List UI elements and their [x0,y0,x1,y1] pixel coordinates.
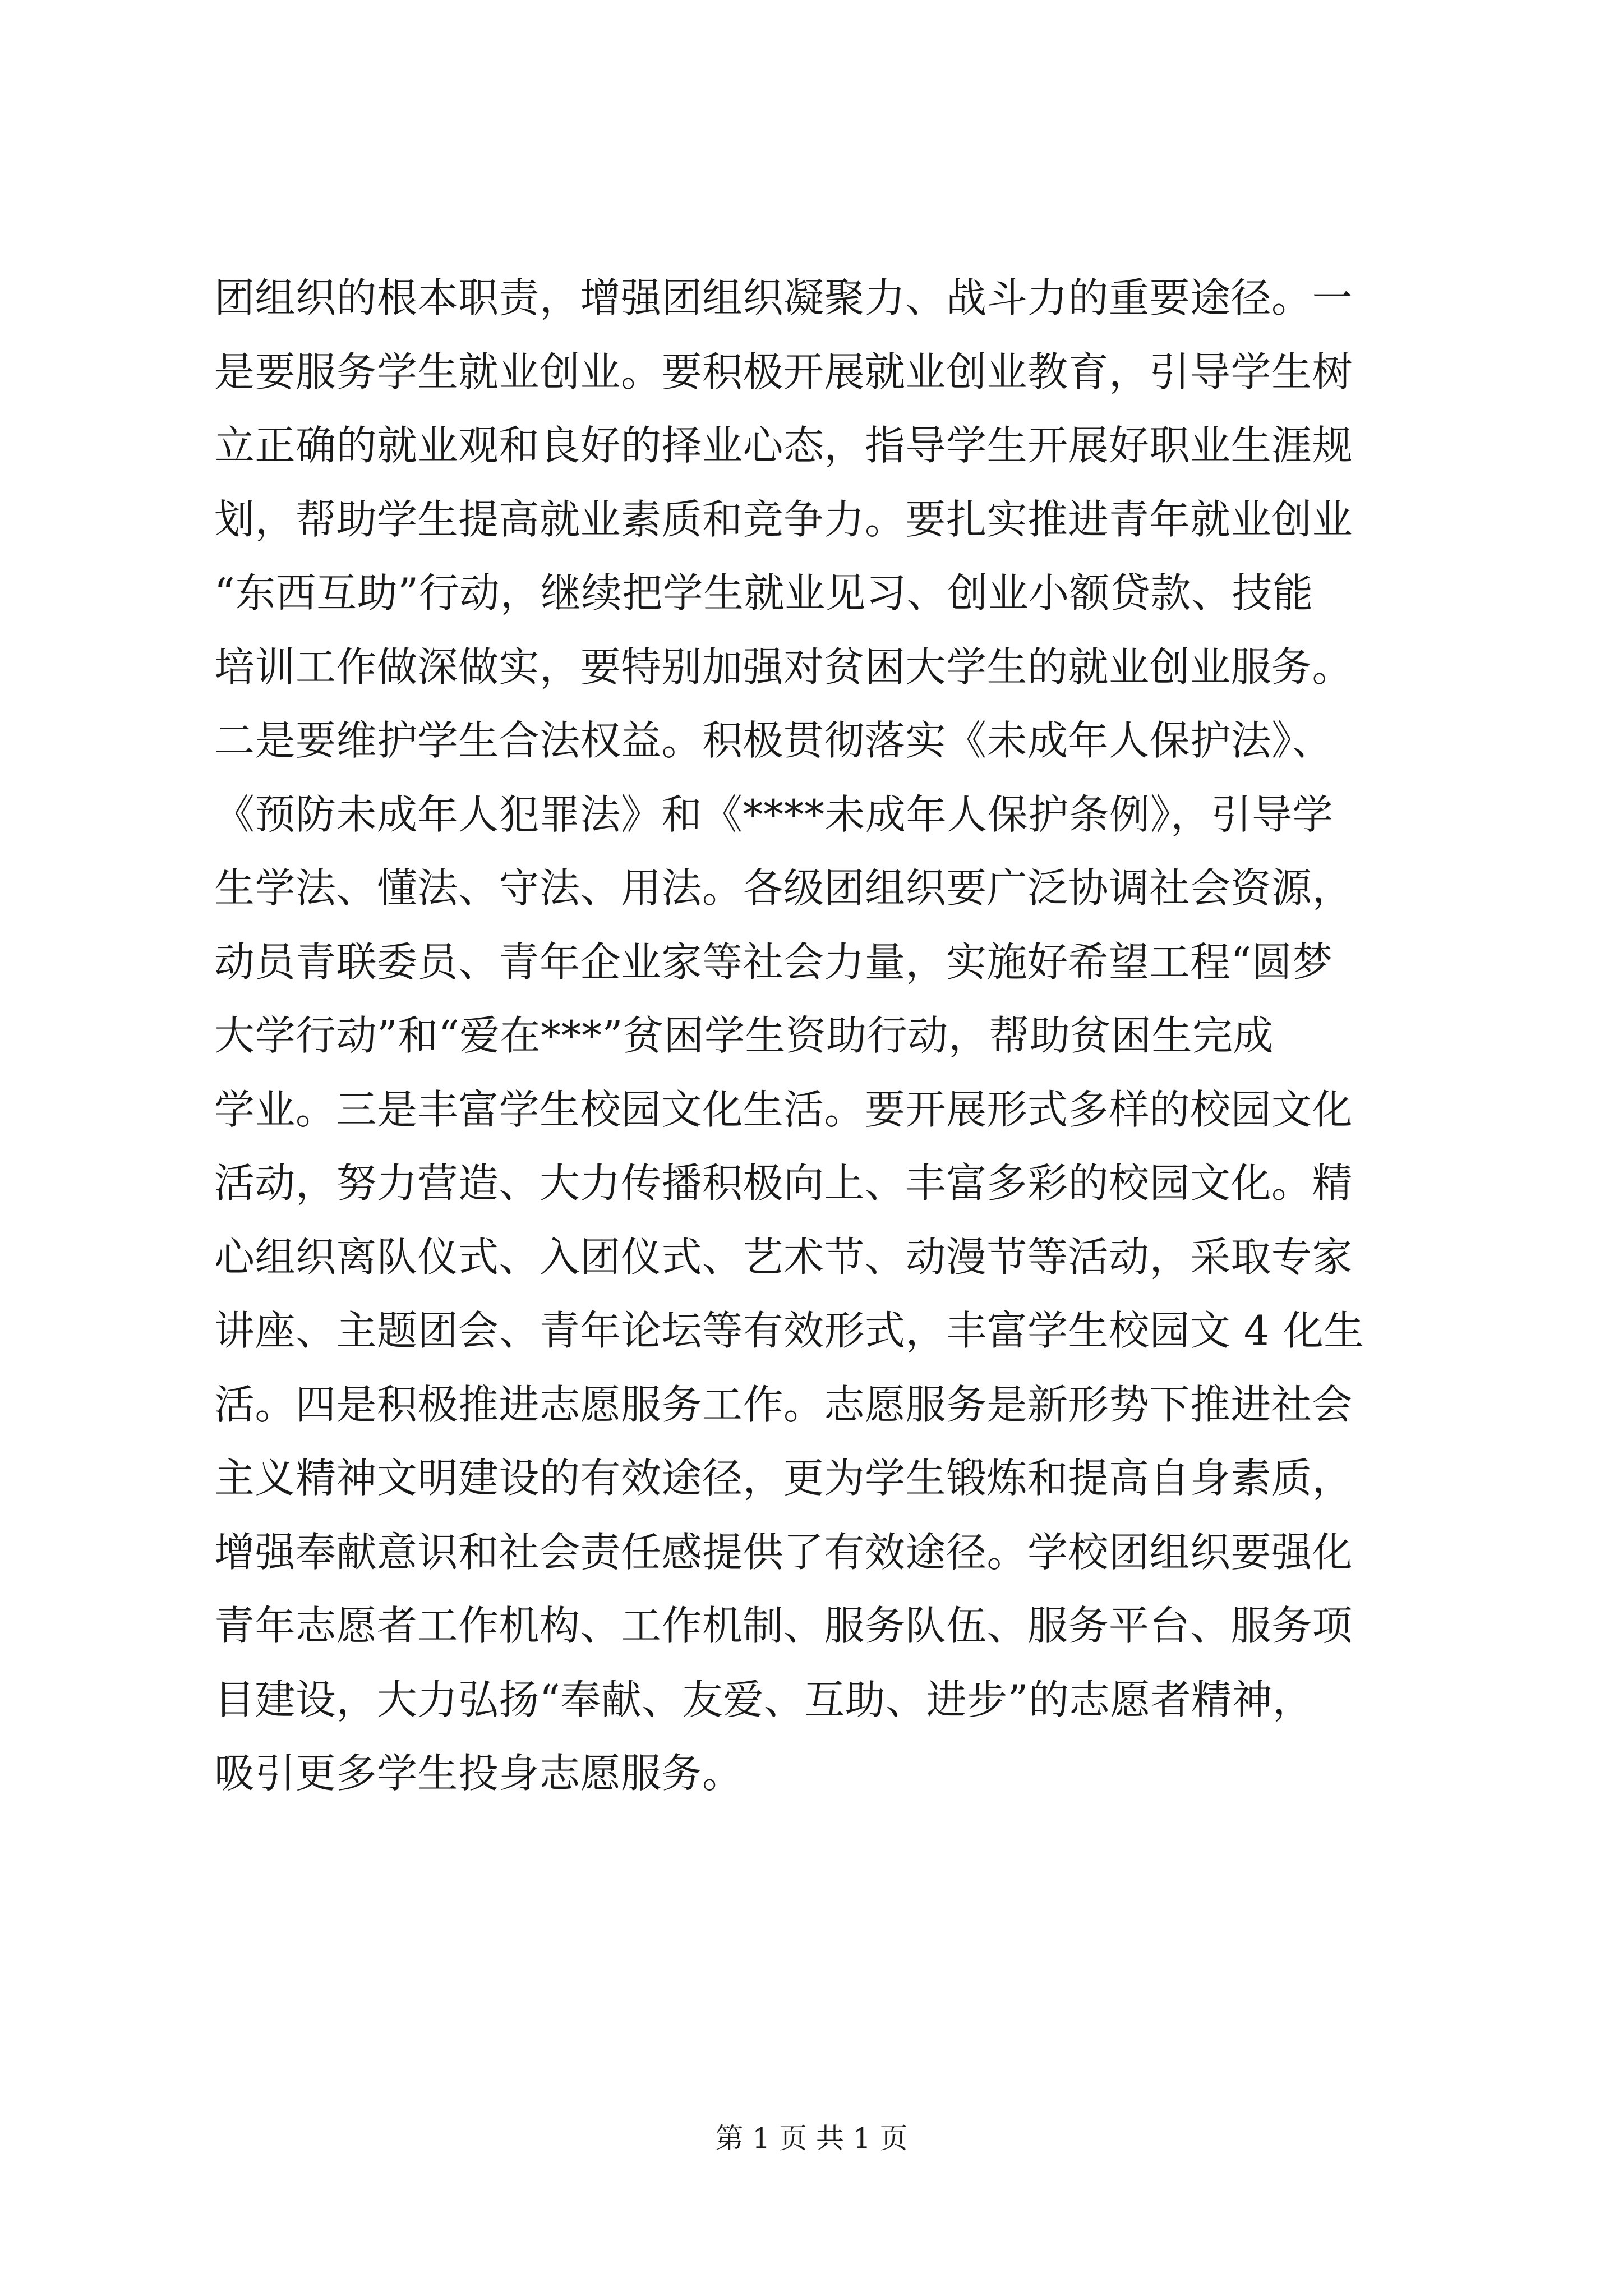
body-text [214,261,1409,1811]
text-line: 《预防未成年人犯罪法》和《****未成年人保护条例》，引导学 [214,790,1334,838]
text-line: “东西互助”行动，继续把学生就业见习、创业小额贷款、技能 [214,569,1313,616]
text-line: 团组织的根本职责，增强团组织凝聚力、战斗力的重要途径。一 [214,274,1353,321]
text-line: 讲座、主题团会、青年论坛等有效形式，丰富学生校园文 4 化生 [214,1307,1364,1354]
text-line: 二是要维护学生合法权益。积极贯彻落实《未成年人保护法》、 [214,717,1333,764]
text-line: 目建设，大力弘扬“奉献、友爱、互助、进步”的志愿者精神， [214,1676,1313,1723]
text-line: 是要服务学生就业创业。要积极开展就业创业教育，引导学生树 [214,348,1353,395]
text-line: 生学法、懂法、守法、用法。各级团组织要广泛协调社会资源， [214,864,1353,912]
text-line: 培训工作做深做实，要特别加强对贫困大学生的就业创业服务。 [214,643,1353,691]
text-line: 主义精神文明建设的有效途径，更为学生锻炼和提高自身素质， [214,1455,1353,1502]
text-line: 青年志愿者工作机构、工作机制、服务队伍、服务平台、服务项 [214,1602,1353,1649]
text-line: 大学行动”和“爱在***”贫困学生资助行动，帮助贫困生完成 [214,1012,1274,1059]
page-footer: 第 1 页 共 1 页 [715,2122,908,2155]
text-line: 心组织离队仪式、入团仪式、艺术节、动漫节等活动，采取专家 [214,1233,1353,1281]
text-line: 学业。三是丰富学生校园文化生活。要开展形式多样的校园文化 [214,1085,1353,1133]
text-line: 增强奉献意识和社会责任感提供了有效途径。学校团组织要强化 [214,1528,1353,1576]
text-line: 立正确的就业观和良好的择业心态，指导学生开展好职业生涯规 [214,422,1353,469]
text-line: 划，帮助学生提高就业素质和竞争力。要扎实推进青年就业创业 [214,495,1353,543]
text-line: 吸引更多学生投身志愿服务。 [214,1750,743,1797]
text-line: 动员青联委员、青年企业家等社会力量，实施好希望工程“圆梦 [214,938,1333,986]
text-line: 活。四是积极推进志愿服务工作。志愿服务是新形势下推进社会 [214,1381,1353,1428]
text-line: 活动，努力营造、大力传播积极向上、丰富多彩的校园文化。精 [214,1159,1353,1207]
